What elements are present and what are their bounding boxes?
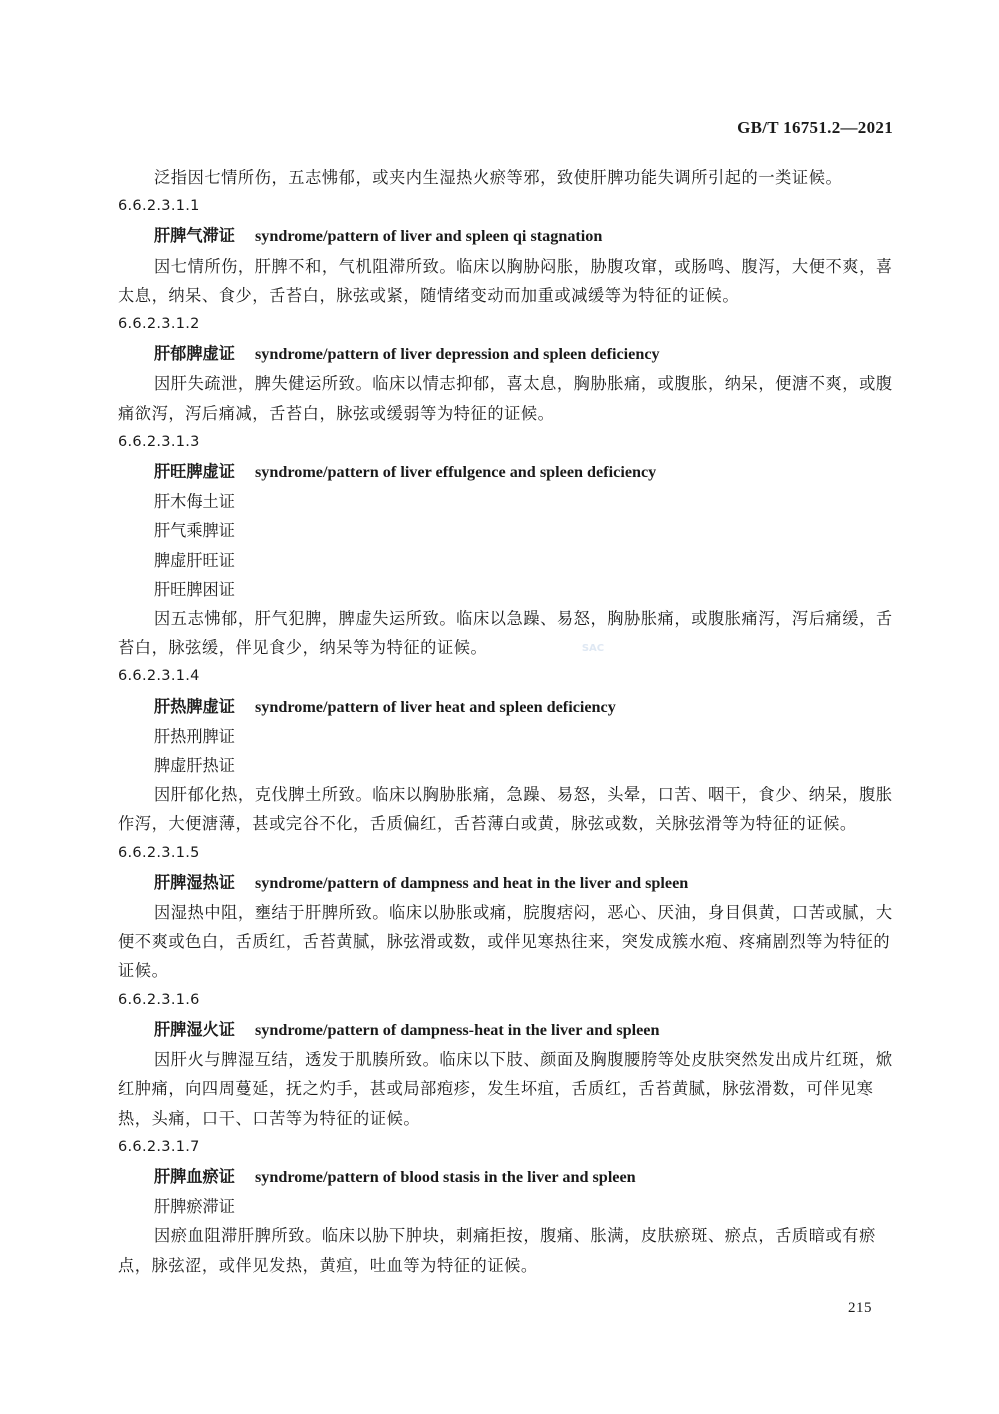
term-heading — [118, 339, 893, 369]
synonym-term: 肝热刑脾证 — [154, 726, 235, 746]
synonym-term: 肝脾瘀滞证 — [154, 1197, 235, 1217]
term-english: syndrome/pattern of dampness and heat in the liver and spleen — [254, 873, 689, 892]
term-chinese: 肝热脾虚证 — [154, 696, 235, 716]
term-entry — [118, 986, 893, 1133]
term-entry — [118, 428, 893, 663]
sac-watermark: SAC — [581, 643, 605, 654]
term-chinese: 肝旺脾虚证 — [154, 462, 235, 482]
term-definition: 因肝火与脾湿互结，透发于肌腠所致。临床以下肢、颜面及胸腹腰胯等处皮肤突然发出成片红斑，焮红肿痛，向四周蔓延，抚之灼手，甚或局部疱疹，发生坏疽，舌质红，舌苔黄腻，脉弦滑数，可伴见寒热，头痛，口干、口苦等为特征的证候。 — [118, 1050, 893, 1128]
term-heading — [118, 1162, 893, 1192]
section-number: 6.6.2.3.1.1 — [118, 198, 200, 215]
term-chinese: 肝郁脾虚证 — [154, 344, 235, 364]
term-english: syndrome/pattern of blood stasis in the liver and spleen — [254, 1167, 636, 1186]
synonym-term: 肝木侮土证 — [154, 492, 235, 512]
term-chinese: 肝脾湿热证 — [154, 872, 235, 892]
term-definition: 因五志怫郁，肝气犯脾，脾虚失运所致。临床以急躁、易怒，胸胁胀痛，或腹胀痛泻，泻后痛缓，舌苔白，脉弦缓，伴见食少，纳呆等为特征的证候。 — [118, 609, 893, 658]
term-chinese: 肝脾血瘀证 — [154, 1166, 235, 1186]
term-english: syndrome/pattern of liver heat and spleen deficiency — [254, 697, 616, 716]
term-entry — [118, 192, 893, 310]
document-body — [118, 163, 893, 1280]
synonym-term: 肝旺脾困证 — [154, 579, 235, 599]
term-chinese: 肝脾气滞证 — [154, 226, 235, 246]
synonym-term: 脾虚肝旺证 — [154, 550, 235, 570]
page-number: 215 — [848, 1300, 872, 1316]
term-definition: 因湿热中阻，壅结于肝脾所致。临床以胁胀或痛，脘腹痞闷，恶心、厌油，身目俱黄，口苦或腻，大便不爽或色白，舌质红，舌苔黄腻，脉弦滑或数，或伴见寒热往来，突发成簇水疱、疼痛剧烈等为特征的证候。 — [118, 903, 893, 981]
section-number: 6.6.2.3.1.2 — [118, 316, 200, 333]
section-number: 6.6.2.3.1.5 — [118, 844, 200, 861]
term-sections — [118, 192, 893, 1280]
section-number: 6.6.2.3.1.4 — [118, 668, 200, 685]
section-number: 6.6.2.3.1.7 — [118, 1138, 200, 1155]
term-heading — [118, 692, 893, 722]
term-entry — [118, 1133, 893, 1280]
term-entry — [118, 662, 893, 838]
term-definition: 因肝郁化热，克伐脾土所致。临床以胸胁胀痛，急躁、易怒，头晕，口苦、咽干，食少、纳呆，腹胀作泻，大便溏薄，甚或完谷不化，舌质偏红，舌苔薄白或黄，脉弦或数，关脉弦滑等为特征的证候。 — [118, 785, 893, 834]
term-definition: 因肝失疏泄，脾失健运所致。临床以情志抑郁，喜太息，胸胁胀痛，或腹胀，纳呆，便溏不爽，或腹痛欲泻，泻后痛减，舌苔白，脉弦或缓弱等为特征的证候。 — [118, 374, 893, 423]
section-number: 6.6.2.3.1.6 — [118, 991, 200, 1008]
section-number: 6.6.2.3.1.3 — [118, 433, 200, 450]
term-english: syndrome/pattern of liver depression and spleen deficiency — [254, 345, 660, 364]
term-heading — [118, 457, 893, 487]
term-entry — [118, 839, 893, 986]
term-english: syndrome/pattern of dampness-heat in the liver and spleen — [254, 1020, 660, 1039]
term-definition: 因瘀血阻滞肝脾所致。临床以胁下肿块，刺痛拒按，腹痛、胀满，皮肤瘀斑、瘀点，舌质暗或有瘀点，脉弦涩，或伴见发热，黄疸，吐血等为特征的证候。 — [118, 1226, 876, 1275]
term-chinese: 肝脾湿火证 — [154, 1019, 235, 1039]
intro-paragraph: 泛指因七情所伤，五志怫郁，或夹内生湿热火瘀等邪，致使肝脾功能失调所引起的一类证候。 — [154, 168, 843, 187]
synonym-term: 肝气乘脾证 — [154, 521, 235, 541]
term-entry — [118, 310, 893, 428]
term-heading — [118, 221, 893, 251]
term-english: syndrome/pattern of liver effulgence and spleen deficiency — [254, 463, 657, 482]
term-heading — [118, 868, 893, 898]
synonym-term: 脾虚肝热证 — [154, 756, 235, 776]
term-heading — [118, 1015, 893, 1045]
term-definition: 因七情所伤，肝脾不和，气机阻滞所致。临床以胸胁闷胀，胁腹攻窜，或肠鸣、腹泻，大便不爽，喜太息，纳呆、食少，舌苔白，脉弦或紧，随情绪变动而加重或减缓等为特征的证候。 — [118, 256, 893, 305]
term-english: syndrome/pattern of liver and spleen qi stagnation — [254, 227, 603, 246]
standard-code: GB/T 16751.2—2021 — [737, 118, 893, 137]
